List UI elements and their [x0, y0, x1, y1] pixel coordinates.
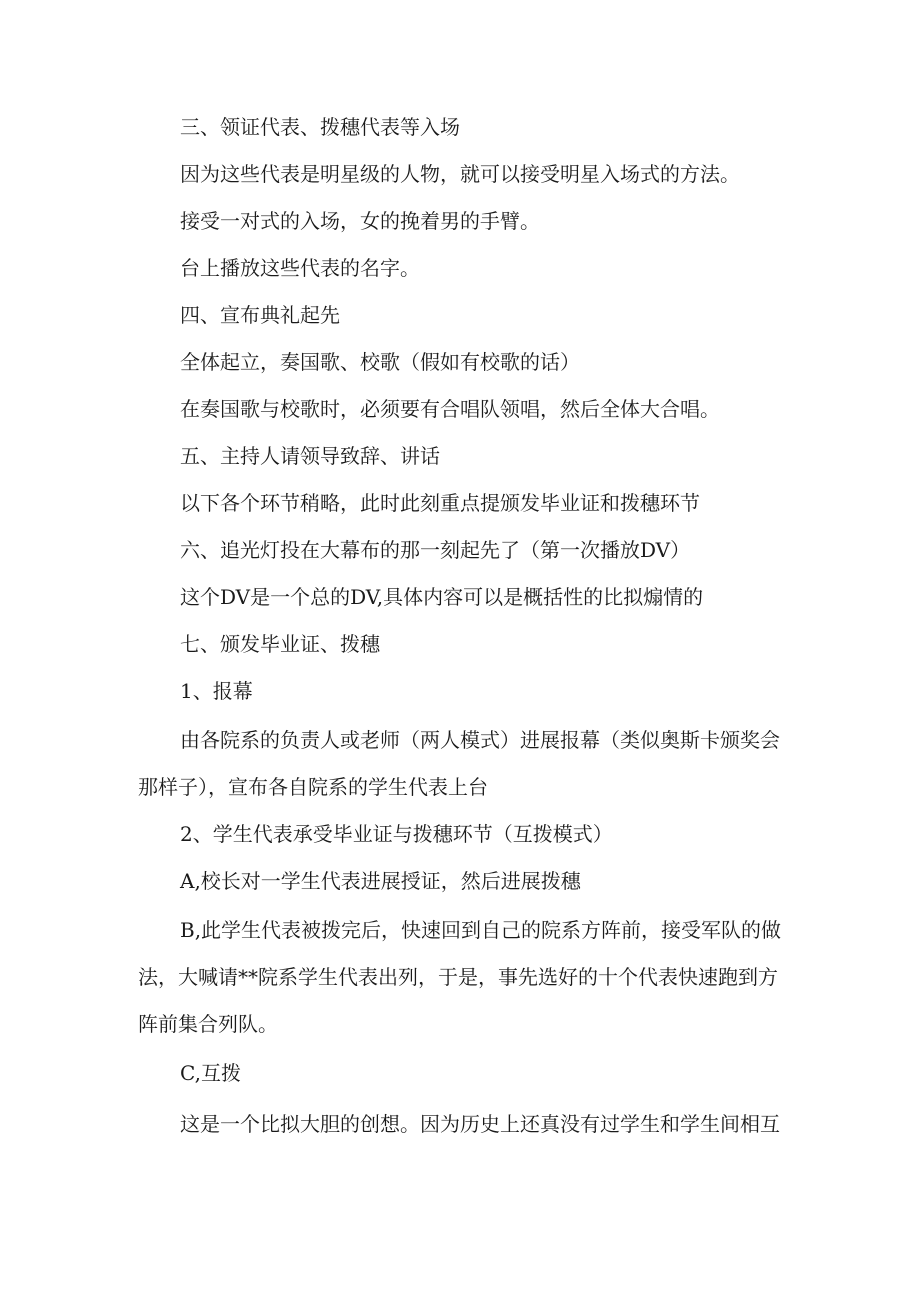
item-c: C,互拨 — [180, 1061, 241, 1085]
paragraph: 接受一对式的入场，女的挽着男的手臂。 — [180, 209, 540, 233]
paragraph: 由各院系的负责人或老师（两人模式）进展报幕（类似奥斯卡颁奖会那样子），宣布各自院系的学生代表上台 — [138, 728, 780, 799]
paragraph: 全体起立，奏国歌、校歌（假如有校歌的话） — [180, 350, 580, 374]
paragraph: 这是一个比拟大胆的创想。因为历史上还真没有过学生和学生间相互 — [180, 1112, 780, 1136]
section-heading-7: 七、颁发毕业证、拨穗 — [180, 632, 380, 656]
paragraph: 在奏国歌与校歌时，必须要有合唱队领唱，然后全体大合唱。 — [180, 397, 720, 421]
item-a: A,校长对一学生代表进展授证，然后进展拨穗 — [180, 869, 581, 893]
paragraph: 台上播放这些代表的名字。 — [180, 256, 420, 280]
paragraph: 因为这些代表是明星级的人物，就可以接受明星入场式的方法。 — [180, 162, 740, 186]
paragraph: 这个DV是一个总的DV,具体内容可以是概括性的比拟煽情的 — [180, 585, 704, 609]
item-b: B,此学生代表被拨完后，快速回到自己的院系方阵前，接受军队的做法，大喊请**院系学生代表出列，于是，事先选好的十个代表快速跑到方阵前集合列队。 — [138, 918, 782, 1036]
paragraph: 以下各个环节稍略，此时此刻重点提颁发毕业证和拨穗环节 — [180, 491, 700, 515]
sub-heading-1: 1、报幕 — [180, 679, 253, 703]
section-heading-5: 五、主持人请领导致辞、讲话 — [180, 444, 440, 468]
section-heading-4: 四、宣布典礼起先 — [180, 303, 340, 327]
sub-heading-2: 2、学生代表承受毕业证与拨穗环节（互拨模式） — [180, 822, 613, 846]
section-heading-6: 六、追光灯投在大幕布的那一刻起先了（第一次播放DV） — [180, 538, 691, 562]
section-heading-3: 三、领证代表、拨穗代表等入场 — [180, 115, 460, 139]
